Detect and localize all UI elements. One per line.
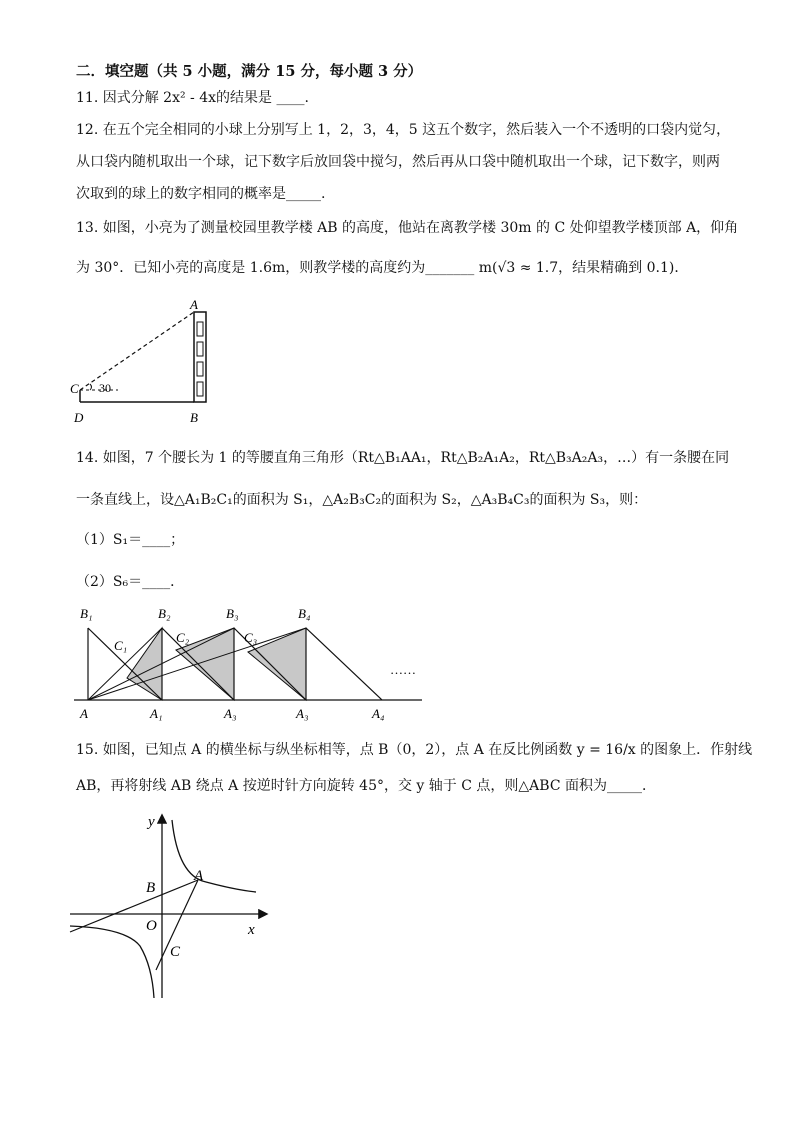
label-B3: B₃ [226, 606, 239, 621]
label-A4: A₄ [372, 706, 385, 721]
question-14-line1: 14. 如图，7 个腰长为 1 的等腰直角三角形（Rt△B₁AA₁，Rt△B₂A₁A₂，Rt△B₃A₂A₃，…）有一条腰在同 [76, 450, 730, 466]
sight-line [80, 312, 194, 390]
label-A: A [194, 868, 204, 884]
label-A1: A₁ [150, 706, 163, 721]
question-14-line2: 一条直线上，设△A₁B₂C₁的面积为 S₁，△A₂B₃C₂的面积为 S₂，△A₃B₄C₃的面积为 S₃，则： [76, 492, 648, 508]
hyp-4 [306, 628, 382, 700]
label-A: A [190, 297, 198, 312]
question-13-line2: 为 30°．已知小亮的高度是 1.6m，则教学楼的高度约为_______ m(√3 ≈ 1.7，结果精确到 0.1)． [76, 260, 689, 276]
label-A: A [80, 706, 88, 721]
label-y: y [148, 814, 155, 830]
question-13-line1: 13. 如图，小亮为了测量校园里教学楼 AB 的高度，他站在离教学楼 30m 的 C 处仰望教学楼顶部 A，仰角 [76, 220, 739, 236]
label-A2: A₃ [224, 706, 237, 721]
label-B: B [190, 410, 198, 425]
shaded-triangle-1 [127, 628, 162, 700]
label-B2: B₂ [158, 606, 171, 621]
label-O: O [146, 918, 157, 934]
label-B1: B₁ [80, 606, 93, 621]
question-12-line3: 次取到的球上的数字相同的概率是_____. [76, 186, 326, 202]
question-15-line2: AB，再将射线 AB 绕点 A 按逆时针方向旋转 45°，交 y 轴于 C 点，则△ABC 面积为_____． [76, 778, 656, 794]
label-B4: B₄ [298, 606, 311, 621]
label-angle: 30 [99, 381, 111, 395]
coordinate-figure [66, 806, 286, 1006]
label-A3: A₃ [296, 706, 309, 721]
angle-arc [90, 384, 92, 390]
question-12-line1: 12. 在五个完全相同的小球上分别写上 1，2，3，4，5 这五个数字，然后装入一个不透明的口袋内觉匀， [76, 122, 731, 138]
ellipsis: …… [390, 662, 416, 677]
label-C3: C₃ [244, 630, 258, 645]
label-C2: C₂ [176, 630, 190, 645]
question-14-sub2: （2）S₆＝____． [76, 574, 185, 590]
hyperbola-branch-q3 [70, 926, 154, 998]
label-D: D [74, 410, 84, 425]
question-12-line2: 从口袋内随机取出一个球，记下数字后放回袋中搅匀，然后再从口袋中随机取出一个球，记下数字，则两 [76, 154, 720, 170]
ray-AB [70, 880, 198, 932]
building-figure [66, 292, 226, 432]
label-C1: C₁ [114, 638, 128, 653]
question-11: 11. 因式分解 2x² - 4x的结果是 ____. [76, 90, 309, 106]
question-15-line1: 15. 如图，已知点 A 的横坐标与纵坐标相等，点 B（0，2），点 A 在反比例函数 y = 16/x 的图象上．作射线 [76, 742, 753, 758]
hyperbola-branch-q1 [172, 820, 256, 892]
label-C: C [70, 381, 79, 396]
label-C: C [170, 944, 181, 960]
building [194, 312, 206, 402]
label-B: B [146, 880, 156, 896]
label-x: x [248, 922, 255, 938]
question-14-sub1: （1）S₁＝____； [76, 532, 185, 548]
triangles-figure [70, 600, 430, 725]
section-header: 二．填空题（共 5 小题，满分 15 分，每小题 3 分） [76, 63, 423, 80]
